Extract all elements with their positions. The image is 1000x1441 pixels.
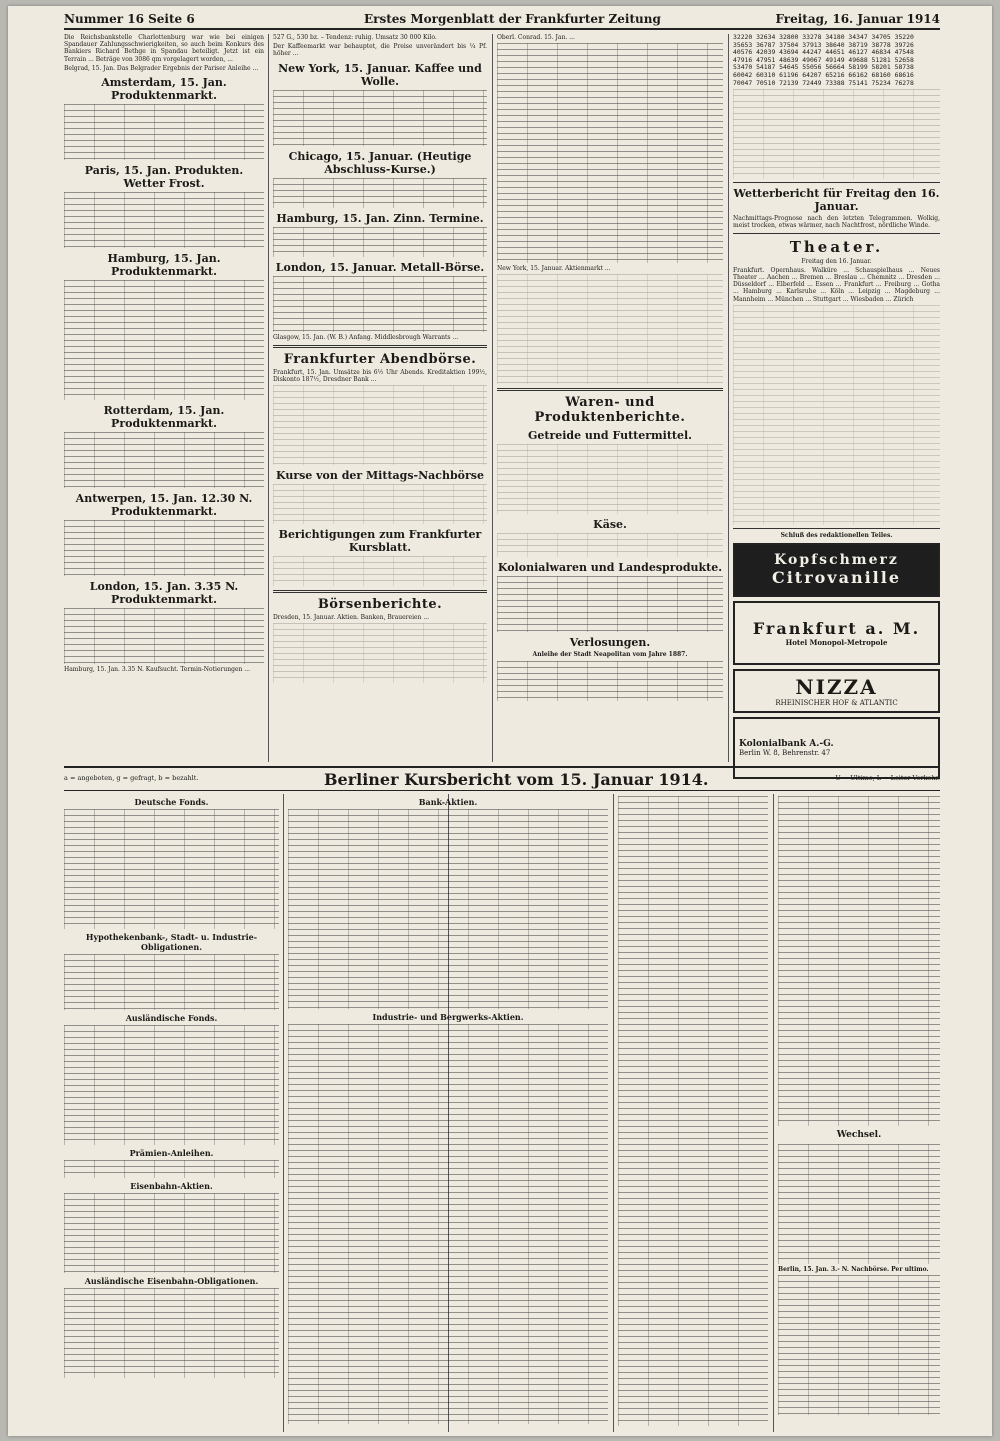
column-divider <box>268 34 269 762</box>
article-text: 527 G., 530 bz. – Tendenz: ruhig. Umsatz 30 000 Kilo. <box>273 34 437 41</box>
text-block <box>733 89 940 179</box>
verlosungen-subtitle: Anleihe der Stadt Neapolitan vom Jahre 1887. <box>532 651 688 659</box>
section-kaese: Käse. <box>593 518 627 532</box>
article-glasgow: Glasgow, 15. Jan. (W. B.) Anfang. Middlesbrough Warrants ... <box>273 333 459 341</box>
section-boersenberichte: Börsenberichte. <box>317 597 443 613</box>
price-table <box>64 1193 279 1273</box>
section-london: London, 15. Jan. 3.35 N. Produktenmarkt. <box>89 580 239 607</box>
section-getreide: Getreide und Futtermittel. <box>527 429 693 443</box>
lottery-numbers: 32220 32634 32800 33278 34180 34347 34705 35220 35653 36787 37504 37913 38640 38719 38778 39726 40576 42039 43694 44247 44651 46127 46834 47548 47916 47951 48639 49067 49149 49688 51281 52658 53470 54187 54645 55056 56664 58199 58201 58738 60042 60310 61196 64207 65216 66162 68160 68616 70047 70510 72139 72449 73388 75141 75234 76278 <box>733 34 914 87</box>
market-table <box>64 280 264 400</box>
section-paris: Paris, 15. Jan. Produkten. Wetter Frost. <box>84 164 244 191</box>
section-newyork: New York, 15. Januar. Kaffee und Wolle. <box>278 61 482 88</box>
article-intro: Die Reichsbankstelle Charlottenburg war wie bei einigen Spandauer Zahlungsschwierigkeiten, so auch beim Konkurs des Bankiers Richard Bethge in Spandau beteiligt. Jetzt ist ein Terrain ... Beträge von 3086 qm vorgelagert worden, ... <box>64 34 264 63</box>
text-block <box>497 444 723 514</box>
section-amsterdam: Amsterdam, 15. Jan. Produktenmarkt. <box>101 76 227 103</box>
price-table <box>778 796 940 1126</box>
price-table <box>288 809 608 1009</box>
section-berichtigungen: Berichtigungen zum Frankfurter Kursblatt. <box>278 528 482 555</box>
masthead <box>64 12 940 30</box>
section-waren: Waren- und Produktenberichte. <box>534 395 686 426</box>
legend-right: U = Ultimo, L = Leiter Verkehr. <box>835 774 940 782</box>
section-hypothekenbank: Hypothekenbank-, Stadt- u. Industrie-Obligationen. <box>85 932 258 952</box>
article-belgrad: Belgrad, 15. Jan. Das Belgrader Ergebnis der Pariser Anleihe ... <box>64 64 259 72</box>
market-table <box>273 276 487 332</box>
text-block <box>273 484 487 524</box>
column-waren <box>497 34 723 703</box>
article-abendboerse: Frankfurt, 15. Jan. Umsätze bis 6½ Uhr Abends. Kreditaktien 199½, Diskonto 187½, Dresdner Bank ... <box>273 368 487 384</box>
section-auslaendische-fonds: Ausländische Fonds. <box>125 1013 218 1023</box>
market-table <box>64 520 264 576</box>
ad-kopfschmerz: Kopfschmerz Citrovanille <box>733 543 940 597</box>
section-antwerpen: Antwerpen, 15. Jan. 12.30 N. Produktenmarkt. <box>75 492 253 519</box>
section-industrie: Industrie- und Bergwerks-Aktien. <box>372 1012 524 1022</box>
section-wechsel: Wechsel. <box>836 1130 882 1140</box>
article-dresden: Dresden, 15. Januar. Aktien. Banken, Brauereien ... <box>273 614 430 622</box>
text-block <box>273 556 487 586</box>
kursbericht-title: Berliner Kursbericht vom 15. Januar 1914. <box>324 770 709 789</box>
issue-date: Freitag, 16. Januar 1914 <box>775 12 940 26</box>
text-block <box>497 274 723 384</box>
kurs-col-industrie2 <box>618 794 768 1428</box>
section-rotterdam: Rotterdam, 15. Jan. Produktenmarkt. <box>103 404 225 431</box>
column-divider <box>728 34 729 762</box>
editorial-end: Schluß des redaktionellen Teiles. <box>780 531 893 539</box>
ad-kolonialbank: Kolonialbank A.-G. Berlin W. 8, Behrenstr. 47 <box>733 717 940 779</box>
text-block <box>273 623 487 683</box>
market-table <box>273 227 487 257</box>
number-table <box>497 661 723 701</box>
price-table <box>64 954 279 1010</box>
market-table <box>497 576 723 632</box>
column-divider <box>492 34 493 762</box>
market-table <box>64 608 264 664</box>
theater-date: Freitag den 16. Januar. <box>801 257 872 265</box>
ad-nizza: NIZZA RHEINISCHER HOF & ATLANTIC <box>733 669 940 713</box>
price-table <box>64 809 279 929</box>
section-verlosungen: Verlosungen. <box>569 636 651 650</box>
market-table <box>64 104 264 160</box>
price-table <box>64 1160 279 1178</box>
column-theater <box>733 34 940 783</box>
weather-text: Nachmittags-Prognose nach den letzten Telegrammen. Wolkig, meist trocken, etwas wärmer, nach Nachtfrost, nördliche Winde. <box>733 215 940 230</box>
section-london-metall: London, 15. Januar. Metall-Börse. <box>275 260 485 274</box>
article-hamburg: Hamburg, 15. Jan. 3.35 N. Kaufsucht. Termin-Notierungen ... <box>64 666 251 674</box>
text-block <box>497 533 723 557</box>
section-hamburg-zinn: Hamburg, 15. Jan. Zinn. Termine. <box>276 211 484 225</box>
article-kaffee: Der Kaffeemarkt war behauptet, die Preise unverändert bis ¼ Pf. höher ... <box>273 43 487 58</box>
section-bank-aktien: Bank-Aktien. <box>418 797 478 807</box>
price-table <box>778 1275 940 1415</box>
kurs-col-wechsel <box>778 794 940 1417</box>
market-table <box>64 432 264 488</box>
section-ausl-eisenbahn: Ausländische Eisenbahn-Obligationen. <box>84 1276 259 1286</box>
section-deutsche-fonds: Deutsche Fonds. <box>134 797 209 807</box>
page-number: Nummer 16 Seite 6 <box>64 12 195 26</box>
section-mittags: Kurse von der Mittags-Nachbörse <box>276 469 484 483</box>
wechsel-table <box>778 1144 940 1264</box>
berlin-nachboerse: Berlin, 15. Jan. 3.- N. Nachbörse. Per ultimo. <box>778 1266 929 1273</box>
text-block <box>733 305 940 525</box>
section-praemien: Prämien-Anleihen. <box>129 1148 214 1158</box>
section-eisenbahn-aktien: Eisenbahn-Aktien. <box>130 1181 213 1191</box>
price-table <box>288 1024 608 1424</box>
newspaper-page <box>8 6 992 1436</box>
weather-title: Wetterbericht für Freitag den 16. Januar. <box>733 187 940 214</box>
column-markets <box>64 34 264 675</box>
price-table <box>64 1288 279 1378</box>
column-boerse <box>273 34 487 685</box>
theater-title: Theater. <box>789 237 884 256</box>
kurs-col-bank <box>288 794 608 1426</box>
section-abendboerse: Frankfurter Abendbörse. <box>283 351 477 367</box>
section-kolonial: Kolonialwaren und Landesprodukte. <box>497 561 723 575</box>
section-chicago: Chicago, 15. Januar. (Heutige Abschluss-Kurse.) <box>288 149 472 176</box>
price-table <box>618 796 768 1426</box>
kursbericht-header <box>64 766 940 791</box>
market-table <box>273 178 487 208</box>
newspaper-title: Erstes Morgenblatt der Frankfurter Zeitung <box>364 12 661 26</box>
market-table <box>64 192 264 248</box>
text-block <box>273 385 487 465</box>
theater-listings: Frankfurt. Opernhaus. Walküre ... Schauspielhaus ... Neues Theater ... Aachen ... Bremen ... Breslau ... Chemnitz ... Dresden ... Düsseldorf ... Elberfeld ... Essen ... Frankfurt ... Freiburg ... Gotha ... Hamburg ... Karlsruhe ... Köln ... Leipzig ... Magdeburg ... Mannheim ... München ... Stuttgart ... Wiesbaden ... Zürich <box>733 266 940 303</box>
stock-table <box>497 43 723 263</box>
price-table <box>64 1025 279 1145</box>
ad-hotel-frankfurt: Frankfurt a. M. Hotel Monopol-Metropole <box>733 601 940 665</box>
market-table <box>273 90 487 146</box>
article-text: Oberl. Conrad. 15. Jan. ... <box>497 34 575 41</box>
section-hamburg: Hamburg, 15. Jan. Produktenmarkt. <box>107 252 221 279</box>
kurs-col-fonds <box>64 794 279 1380</box>
legend-left: a = angeboten, g = gefragt, b = bezahlt. <box>64 774 199 782</box>
article-newyork: New York, 15. Januar. Aktienmarkt ... <box>497 265 611 273</box>
